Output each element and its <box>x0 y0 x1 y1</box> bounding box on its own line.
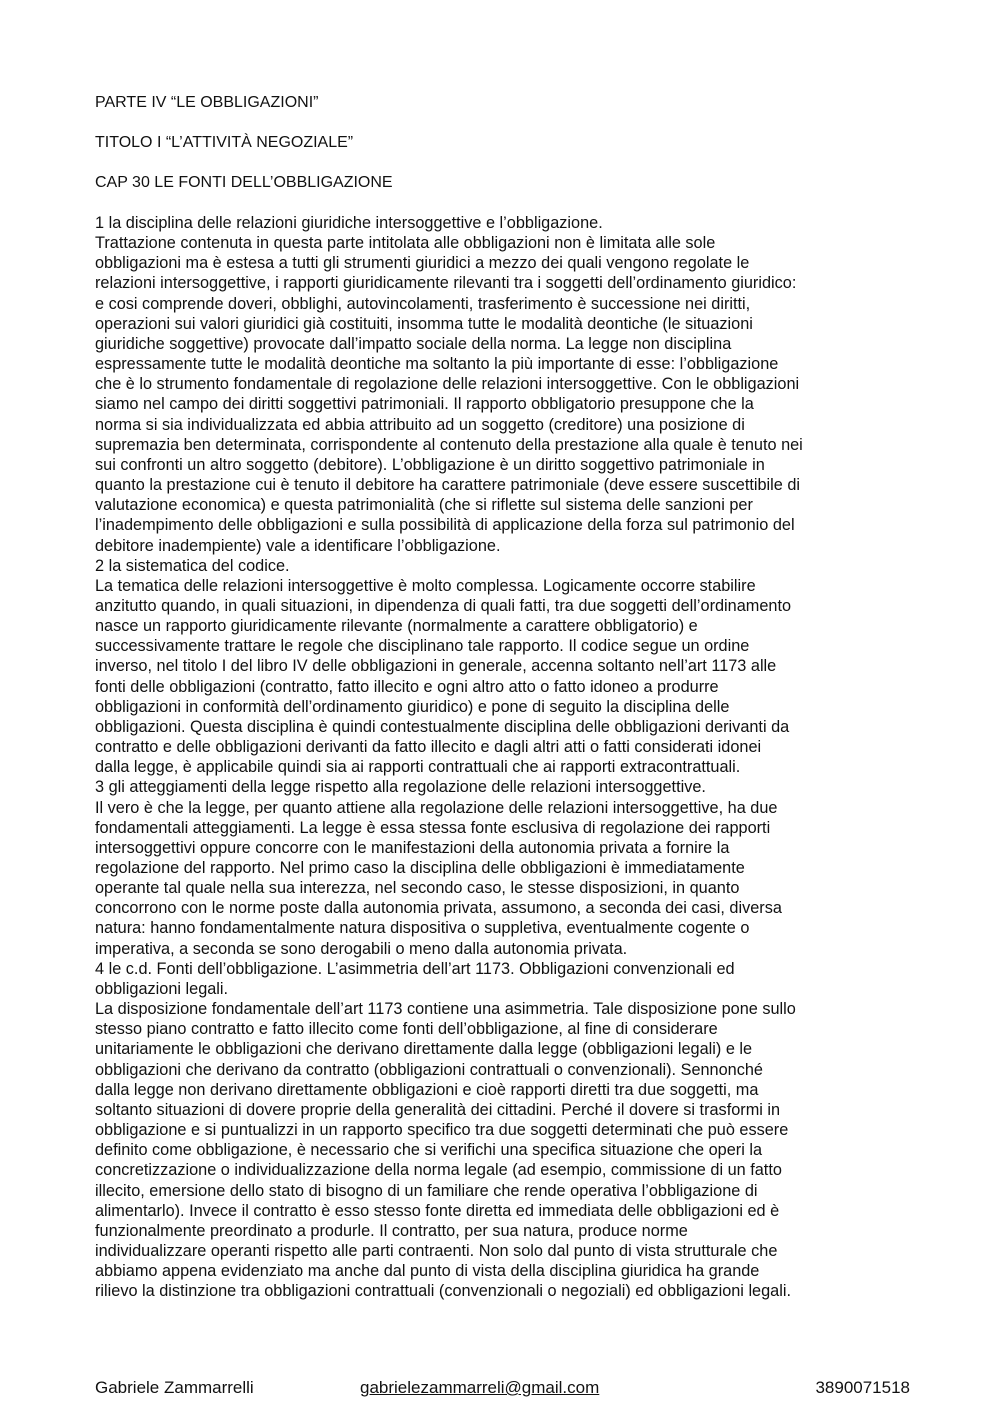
text-line: Trattazione contenuta in questa parte intitolata alle obbligazioni non è limitata alle sole <box>95 234 716 253</box>
text-line: obbligazioni in conformità dell’ordinamento giuridico) e pone di seguito la disciplina delle <box>95 697 730 716</box>
text-line: rilievo la distinzione tra obbligazioni contrattuali (convenzionali o negoziali) ed obbligazioni legali. <box>95 1282 791 1301</box>
text-line: dalla legge, è applicabile quindi sia ai rapporti contrattuali che ai rapporti extracontrattuali. <box>95 758 741 777</box>
title-heading: TITOLO I “L’ATTIVITÀ NEGOZIALE” <box>95 134 354 151</box>
body-text <box>95 213 910 1301</box>
text-line: imperativa, a seconda se sono derogabili o meno dalla autonomia privata. <box>95 939 628 958</box>
text-line: concretizzazione o individualizzazione della norma legale (ad esempio, commissione di un fatto <box>95 1161 782 1180</box>
text-line: definito come obbligazione, è necessario che si verifichi una specifica situazione che operi la <box>95 1141 763 1160</box>
text-line: anzitutto quando, in quali situazioni, in dipendenza di quali fatti, tra due soggetti dell’ordinamento <box>95 596 792 615</box>
text-line: La tematica delle relazioni intersoggettive è molto complessa. Logicamente occorre stabilire <box>95 576 756 595</box>
text-line: operazioni sui valori giuridici già costituiti, insomma tutte le modalità deontiche (le situazioni <box>95 314 753 333</box>
text-line: dalla legge non derivano direttamente obbligazioni e cioè rapporti diretti tra due soggetti, ma <box>95 1080 759 1099</box>
text-line: relazioni intersoggettive, i rapporti giuridicamente rilevanti tra i soggetti dell’ordinamento giuridico: <box>95 274 797 293</box>
text-line: intersoggettivi oppure concorre con le manifestazioni della autonomia privata a fornire la <box>95 838 730 857</box>
text-line: valutazione economica) e questa patrimonialità (che si riflette sul sistema delle sanzioni per <box>95 496 753 515</box>
text-line: successivamente trattare le regole che disciplinano tale rapporto. Il codice segue un ordine <box>95 637 750 656</box>
text-line: abbiamo appena evidenziato ma anche dal punto di vista della disciplina giuridica ha grande <box>95 1262 760 1281</box>
text-line: fonti delle obbligazioni (contratto, fatto illecito e ogni altro atto o fatto idoneo a produrre <box>95 677 719 696</box>
text-line: 4 le c.d. Fonti dell’obbligazione. L’asimmetria dell’art 1173. Obbligazioni convenzionali ed <box>95 959 735 978</box>
text-line: operante tal quale nella sua interezza, nel secondo caso, le stesse disposizioni, in quanto <box>95 879 740 898</box>
text-line: concorrono con le norme poste dalla autonomia privata, assumono, a seconda dei casi, diversa <box>95 899 782 918</box>
text-line: obbligazioni che derivano da contratto (obbligazioni contrattuali o convenzionali). Sennonché <box>95 1060 763 1079</box>
text-line: funzionalmente preordinato a produrle. Il contratto, per sua natura, produce norme <box>95 1221 688 1240</box>
part-heading: PARTE IV “LE OBBLIGAZIONI” <box>95 94 319 111</box>
author-phone: 3890071518 <box>815 1378 910 1397</box>
text-line: obbligazioni ma è estesa a tutti gli strumenti giuridici a mezzo dei quali vengono regolate le <box>95 254 750 273</box>
text-line: giuridiche soggettive) provocate dall’impatto sociale della norma. La legge non disciplina <box>95 334 732 353</box>
document-page <box>95 93 910 1301</box>
text-line: espressamente tutte le modalità deontiche ma soltanto la più importante di esse: l’obbligazione <box>95 355 779 374</box>
text-line: contratto e delle obbligazioni derivanti da fatto illecito e dagli altri atti o fatti considerati idonei <box>95 738 762 757</box>
text-line: nasce un rapporto giuridicamente rilevante (normalmente a carattere obbligatorio) e <box>95 617 698 636</box>
text-line: 3 gli atteggiamenti della legge rispetto alla regolazione delle relazioni intersoggettive. <box>95 778 706 797</box>
text-line: obbligazioni. Questa disciplina è quindi contestualmente disciplina delle obbligazioni derivanti da <box>95 717 790 736</box>
chapter-heading: CAP 30 LE FONTI DELL’OBBLIGAZIONE <box>95 174 393 191</box>
text-line: 2 la sistematica del codice. <box>95 556 290 575</box>
text-line: sui confronti un altro soggetto (debitore). L’obbligazione è un diritto soggettivo patrimoniale in <box>95 455 765 474</box>
text-line: inverso, nel titolo I del libro IV delle obbligazioni in generale, accenna soltanto nell’art 1173 alle <box>95 657 777 676</box>
text-line: quanto la prestazione cui è tenuto il debitore ha carattere patrimoniale (deve essere suscettibile di <box>95 476 801 495</box>
text-line: siamo nel campo dei diritti soggettivi patrimoniali. Il rapporto obbligatorio presuppone che la <box>95 395 754 414</box>
text-line: soltanto situazioni di dovere proprie della generalità dei cittadini. Perché il dovere si trasformi in <box>95 1100 781 1119</box>
author-email-link[interactable]: gabrielezammarreli@gmail.com <box>360 1378 600 1397</box>
text-line: supremazia ben determinata, corrispondente al contenuto della prestazione alla quale è tenuto nei <box>95 435 803 454</box>
page-footer <box>95 1378 910 1402</box>
text-line: La disposizione fondamentale dell’art 1173 contiene una asimmetria. Tale disposizione pone sullo <box>95 1000 796 1019</box>
text-line: e cosi comprende doveri, obblighi, autovincolamenti, trasferimento è successione nei diritti, <box>95 294 751 313</box>
text-line: Il vero è che la legge, per quanto attiene alla regolazione delle relazioni intersoggettive, ha due <box>95 798 778 817</box>
text-line: fondamentali atteggiamenti. La legge è essa stessa fonte esclusiva di regolazione dei rapporti <box>95 818 771 837</box>
text-line: alimentarlo). Invece il contratto è esso stesso fonte diretta ed immediata delle obbligazioni ed è <box>95 1201 780 1220</box>
text-line: obbligazione e si puntualizzi in un rapporto specifico tra due soggetti determinati che può essere <box>95 1121 789 1140</box>
text-line: individualizzare operanti rispetto alle parti contraenti. Non solo dal punto di vista strutturale che <box>95 1241 778 1260</box>
text-line: 1 la disciplina delle relazioni giuridiche intersoggettive e l’obbligazione. <box>95 214 603 232</box>
text-line: natura: hanno fondamentalmente natura dispositiva o suppletiva, eventualmente cogente o <box>95 919 750 938</box>
text-line: illecito, emersione dello stato di bisogno di un familiare che rende operativa l’obbligazione di <box>95 1181 758 1200</box>
text-line: che è lo strumento fondamentale di regolazione delle relazioni intersoggettive. Con le obbligazioni <box>95 375 800 394</box>
text-line: obbligazioni legali. <box>95 979 229 998</box>
text-line: stesso piano contratto e fatto illecito come fonti dell’obbligazione, al fine di considerare <box>95 1020 718 1039</box>
author-name: Gabriele Zammarrelli <box>95 1378 254 1397</box>
text-line: norma si sia individualizzata ed abbia attribuito ad un soggetto (creditore) una posizione di <box>95 415 745 434</box>
text-line: debitore inadempiente) vale a identificare l’obbligazione. <box>95 536 501 555</box>
text-line: regolazione del rapporto. Nel primo caso la disciplina delle obbligazioni è immediatamente <box>95 859 745 877</box>
text-line: l’inadempimento delle obbligazioni e sulla possibilità di applicazione della forza sul patrimonio del <box>95 516 795 535</box>
text-line: unitariamente le obbligazioni che derivano direttamente dalla legge (obbligazioni legali) e le <box>95 1040 753 1059</box>
